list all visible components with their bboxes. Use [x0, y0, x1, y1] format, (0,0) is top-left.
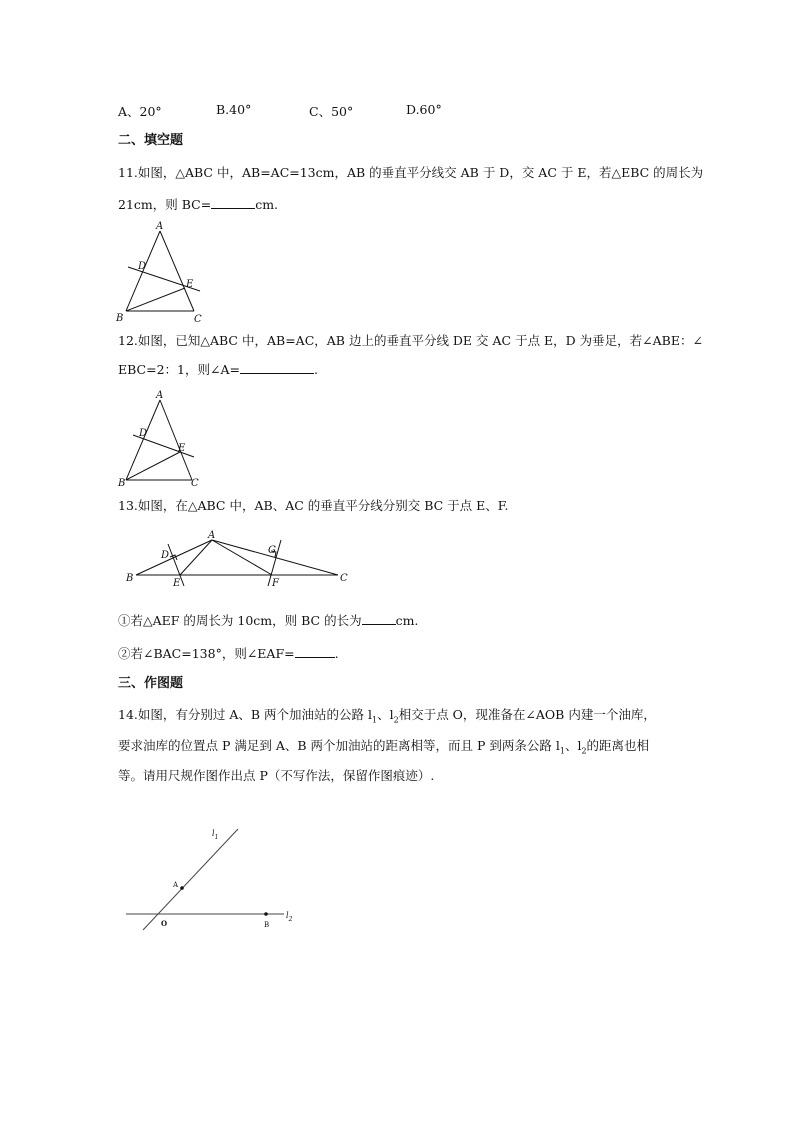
fig12-label-d: D [139, 428, 148, 439]
fig14-label-a: A [173, 881, 179, 889]
q13-sub2-text-a: ②若∠BAC=138°，则∠EAF= [118, 646, 295, 661]
q14-l1-text-a: 14.如图，有分别过 A、B 两个加油站的公路 l [118, 707, 373, 722]
q14-l2-text-c: 的距离也相 [586, 738, 650, 753]
fig14-label-l1-main: l [212, 829, 215, 838]
q14-l2-sub2: 2 [581, 746, 587, 756]
q12-text-b: . [313, 362, 318, 377]
fig12-label-c: C [191, 478, 199, 489]
fig14-label-l2-sub: 2 [288, 916, 293, 923]
q12-text-line1: 12.如图，已知△ABC 中，AB=AC，AB 边上的垂直平分线 DE 交 AC 于点 E，D 为垂足，若∠ABE：∠ [118, 333, 703, 348]
fig14-label-l1 [212, 829, 218, 841]
fig13-label-e: E [173, 578, 181, 589]
q11-text-line1: 11.如图，△ABC 中，AB=AC=13cm，AB 的垂直平分线交 AB 于 D，交 AC 于 E，若△EBC 的周长为 [118, 165, 704, 180]
fig11-label-e: E [186, 279, 194, 290]
q10-option-d: D.60° [406, 102, 442, 117]
fig12-label-b: B [118, 478, 126, 489]
fig14-label-b: B [264, 921, 270, 929]
fig13-label-d: D [161, 550, 170, 561]
q11-text-b: cm. [255, 197, 279, 212]
q12-text-a: EBC=2：1，则∠A= [118, 362, 240, 377]
fig11-label-d: D [138, 261, 147, 272]
q11-text-a: 21cm，则 BC= [118, 197, 212, 212]
q10-option-c: C、50° [309, 104, 354, 119]
q14-l1-text-b: 、l [377, 707, 394, 722]
fig13-label-c: C [340, 573, 348, 584]
q10-option-b: B.40° [216, 102, 252, 117]
fig11-label-c: C [194, 314, 202, 325]
q14-l1-sub1: 1 [372, 715, 378, 725]
q10-option-a: A、20° [118, 104, 162, 119]
fig13-label-f: F [272, 578, 279, 589]
q14-text-line3: 等。请用尺规作图作出点 P（不写作法，保留作图痕迹）. [118, 768, 435, 783]
fig14-point-b [264, 912, 268, 916]
fig12-label-e: E [178, 443, 186, 454]
fig11-label-a: A [156, 221, 164, 232]
q13-sub1-text-a: ①若△AEF 的周长为 10cm，则 BC 的长为 [118, 613, 362, 628]
fig14-point-a [180, 886, 184, 890]
q13-text-line1: 13.如图，在△ABC 中，AB、AC 的垂直平分线分别交 BC 于点 E、F. [118, 498, 509, 513]
q14-l1-text-c: 相交于点 O，现准备在∠AOB 内建一个油库， [398, 707, 656, 722]
q14-l2-text-b: 、l [564, 738, 582, 753]
section-heading-fill-blank: 二、填空题 [118, 133, 184, 148]
fig14-label-o: O [161, 919, 168, 928]
fig14-label-l1-sub: 1 [214, 834, 219, 841]
fig14-label-l2 [286, 911, 293, 923]
fig14-road-l1 [143, 829, 238, 930]
q14-l2-text-a: 要求油库的位置点 P 满足到 A、B 两个加油站的距离相等，而且 P 到两条公路 l [118, 738, 560, 753]
fig13-label-b: B [126, 573, 134, 584]
q13-sub2-text-b: . [334, 646, 339, 661]
q13-sub1-text-b: cm. [395, 613, 419, 628]
fig11-label-b: B [116, 313, 124, 324]
fig12-label-a: A [156, 390, 164, 401]
q14-l1-sub2: 2 [393, 715, 399, 725]
fig13-label-g: G [268, 545, 276, 556]
fig13-label-a: A [208, 530, 216, 541]
section-heading-construction: 三、作图题 [118, 676, 184, 691]
fig14-label-l2-main: l [286, 911, 289, 920]
q14-l2-sub1: 1 [559, 746, 565, 756]
